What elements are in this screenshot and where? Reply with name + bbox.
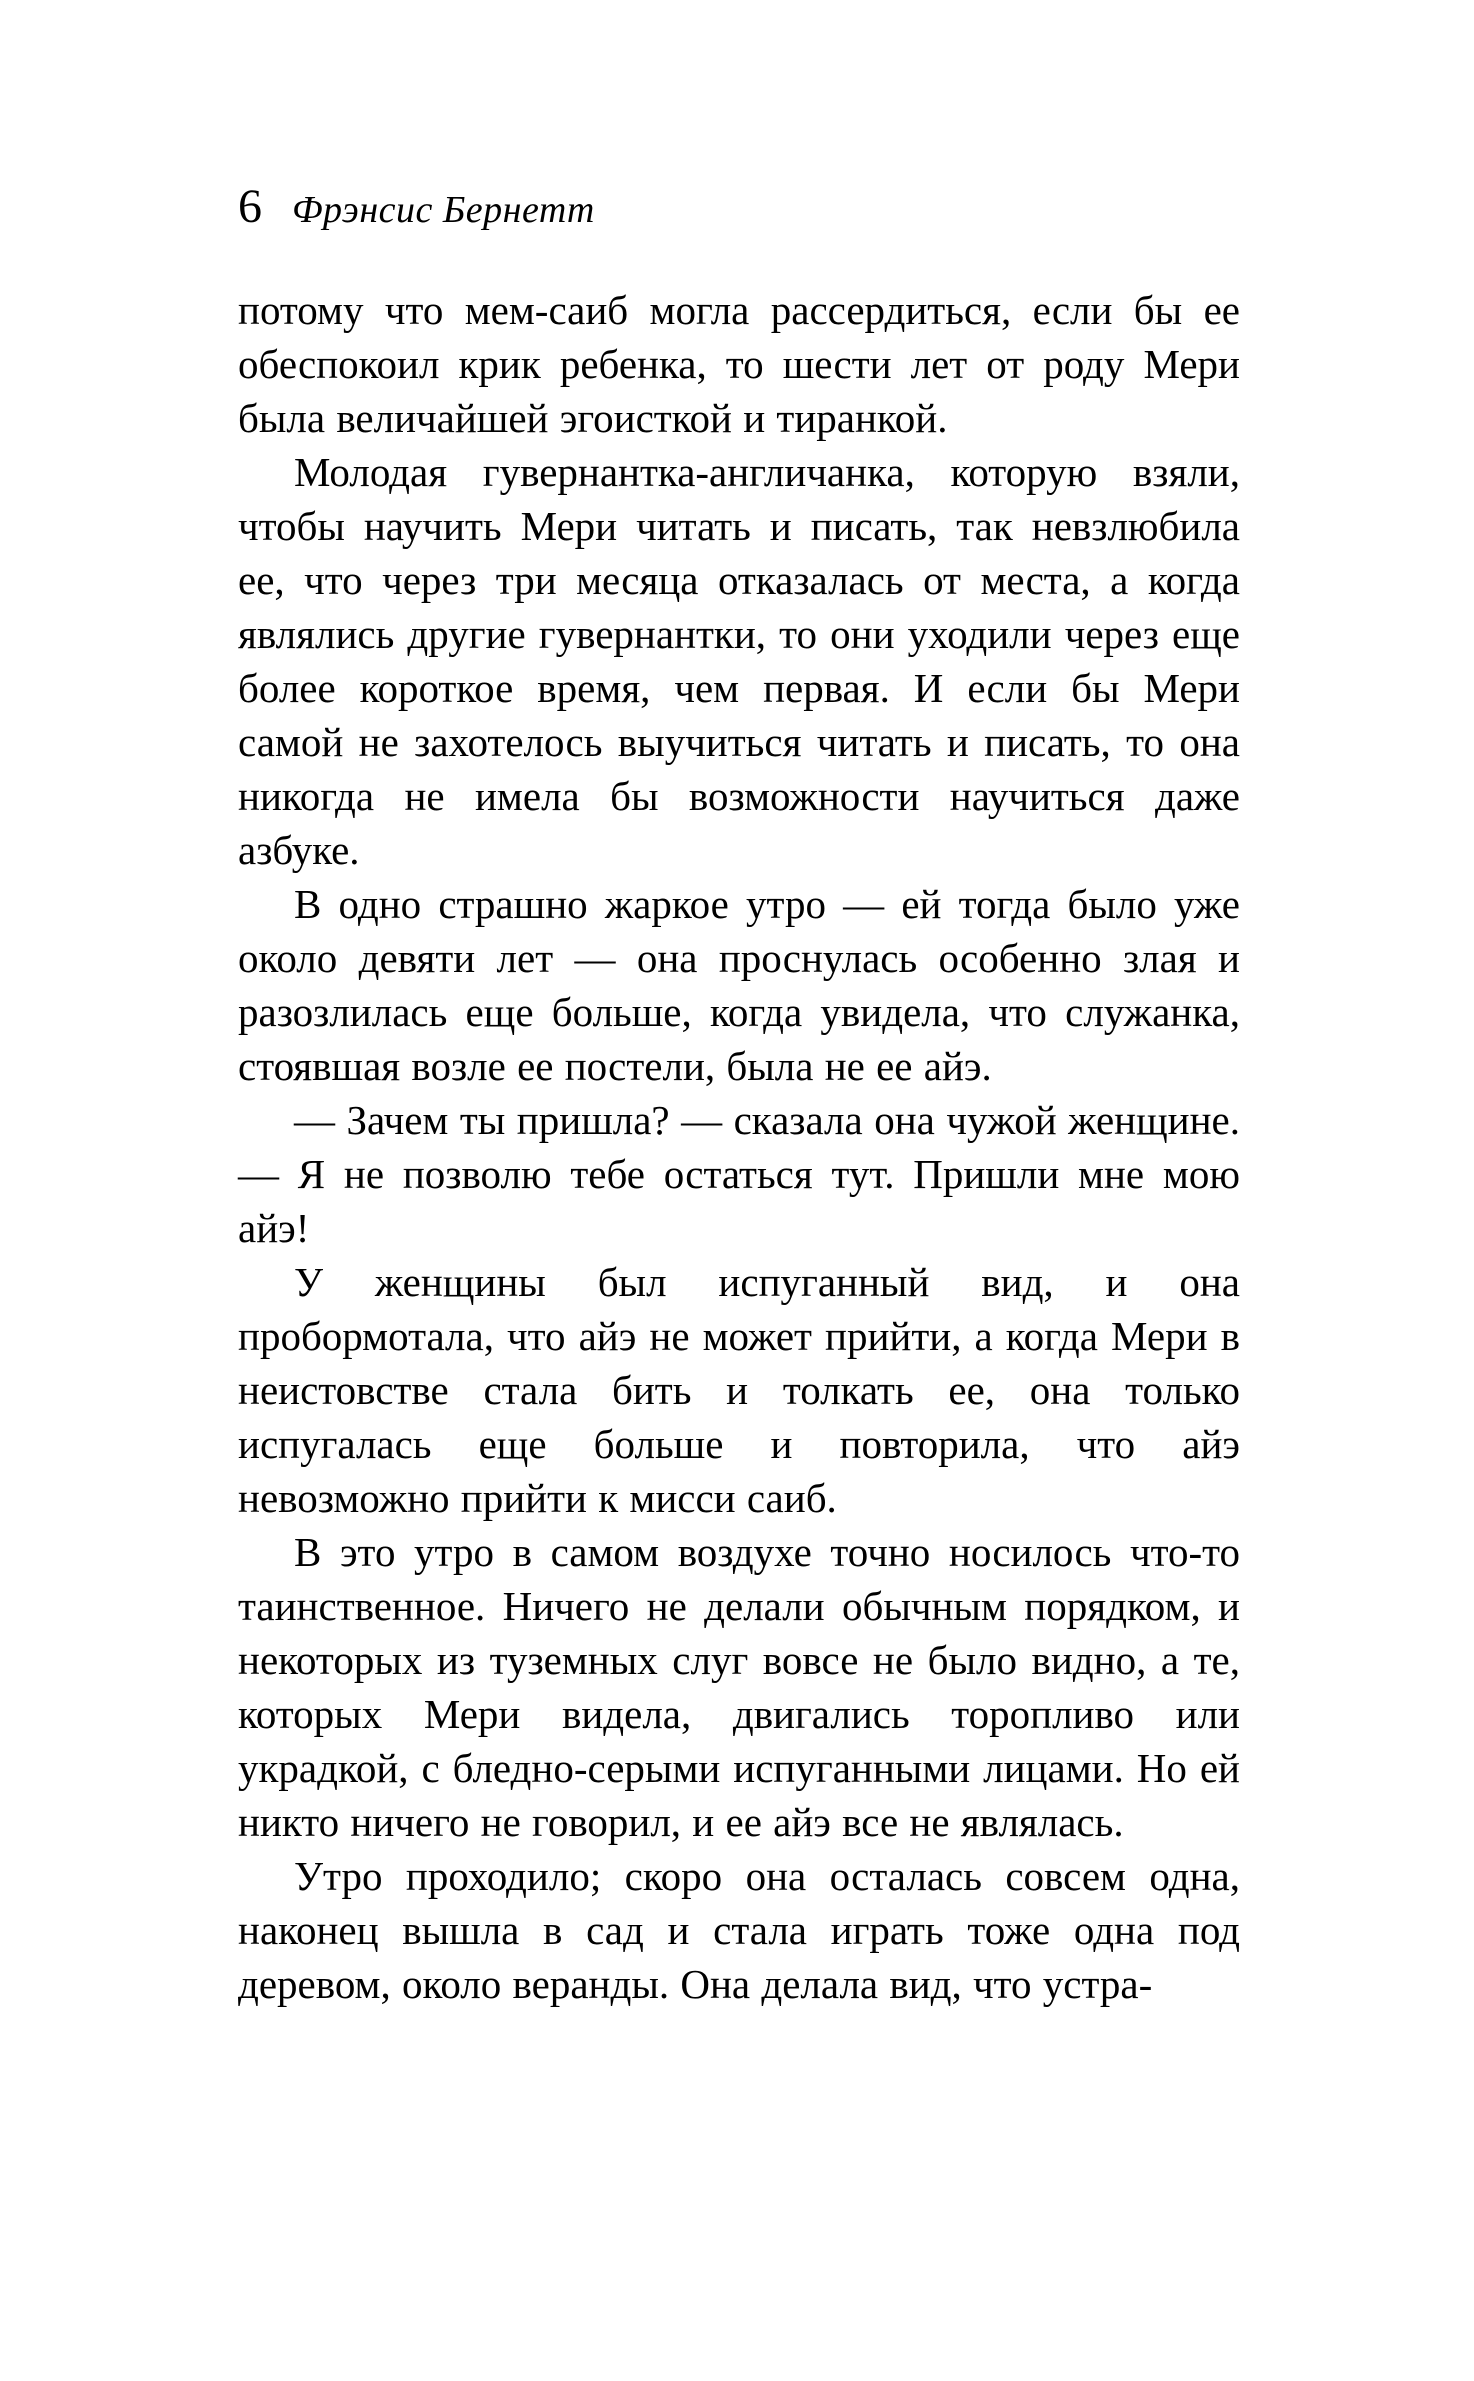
author-name: Фрэнсис Бернетт [292, 189, 595, 231]
running-header [238, 180, 1240, 233]
body-paragraph: Молодая гувернантка-англичанка, которую взяли, чтобы научить Мери читать и писать, так невзлюбила ее, что через три месяца отказалась от места, а когда являлись другие гувернантки, то они уходили через еще более короткое время, чем первая. И если бы Мери самой не захотелось выучиться читать и писать, то она никогда не имела бы возможности научиться даже азбуке. [238, 449, 1240, 873]
body-text [238, 283, 1240, 2011]
body-paragraph: Утро проходило; скоро она осталась совсем одна, наконец вышла в сад и стала играть тоже одна под деревом, около веранды. Она делала вид, что устра- [238, 1853, 1240, 2007]
body-paragraph: В это утро в самом воздухе точно носилось что-то таинственное. Ничего не делали обычным порядком, и некоторых из туземных слуг вовсе не было видно, а те, которых Мери видела, двигались торопливо или украдкой, с бледно-серыми испуганными лицами. Но ей никто ничего не говорил, и ее айэ все не являлась. [238, 1529, 1240, 1845]
body-paragraph: — Зачем ты пришла? — сказала она чужой женщине. — Я не позволю тебе остаться тут. Пришли мне мою айэ! [238, 1097, 1240, 1251]
page-number: 6 [238, 180, 262, 233]
body-paragraph: В одно страшно жаркое утро — ей тогда было уже около девяти лет — она проснулась особенно злая и разозлилась еще больше, когда увидела, что служанка, стоявшая возле ее постели, была не ее айэ. [238, 881, 1240, 1089]
page-content [238, 180, 1240, 2011]
body-paragraph: потому что мем-саиб могла рассердиться, если бы ее обеспокоил крик ребенка, то шести лет от роду Мери была величайшей эгоисткой и тиранкой. [238, 287, 1240, 441]
body-paragraph: У женщины был испуганный вид, и она пробормотала, что айэ не может прийти, а когда Мери в неистовстве стала бить и толкать ее, она только испугалась еще больше и повторила, что айэ невозможно прийти к мисси саиб. [238, 1259, 1240, 1521]
